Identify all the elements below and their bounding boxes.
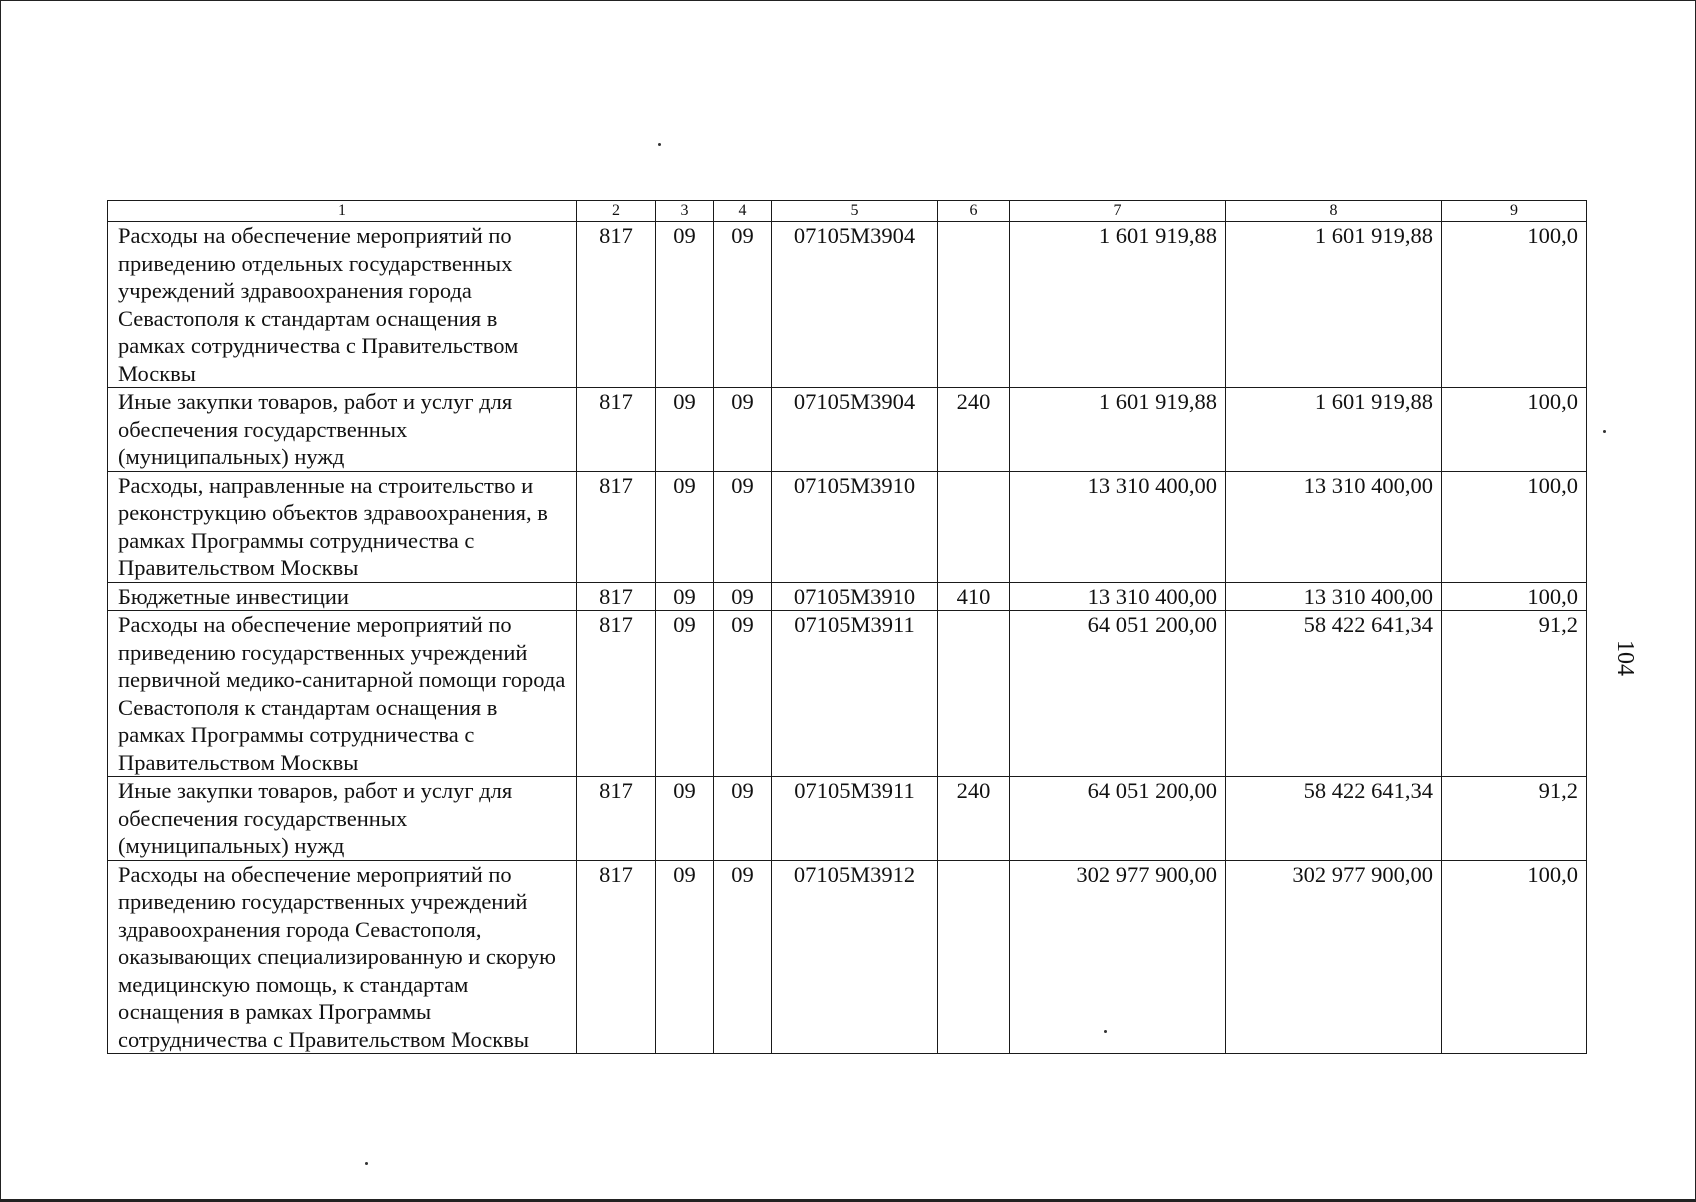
expense-name: Расходы на обеспечение мероприятий по приведению государственных учреждений первичной медико-санитарной помощи города Севастополя к стандартам оснащения в рамках Программы сотрудничества с Правительством Москвы (108, 611, 577, 777)
column-header: 9 (1442, 201, 1587, 222)
planned-amount: 1 601 919,88 (1010, 222, 1226, 388)
table-row (108, 582, 1587, 611)
execution-percent: 100,0 (1442, 471, 1587, 582)
subsection-code: 09 (714, 222, 772, 388)
execution-percent: 100,0 (1442, 860, 1587, 1054)
expense-type-code (938, 222, 1010, 388)
expense-type-code: 240 (938, 777, 1010, 861)
expense-name: Расходы на обеспечение мероприятий по приведению отдельных государственных учреждений здравоохранения города Севастополя к стандартам оснащения в рамках сотрудничества с Правительством Москвы (108, 222, 577, 388)
ministry-code: 817 (577, 777, 656, 861)
subsection-code: 09 (714, 777, 772, 861)
column-header: 5 (772, 201, 938, 222)
column-header: 4 (714, 201, 772, 222)
section-code: 09 (656, 611, 714, 777)
column-header: 7 (1010, 201, 1226, 222)
scan-speck (1104, 1030, 1107, 1033)
expense-name: Иные закупки товаров, работ и услуг для обеспечения государственных (муниципальных) нужд (108, 777, 577, 861)
table-row (108, 222, 1587, 388)
actual-amount: 13 310 400,00 (1226, 582, 1442, 611)
planned-amount: 13 310 400,00 (1010, 471, 1226, 582)
subsection-code: 09 (714, 582, 772, 611)
ministry-code: 817 (577, 222, 656, 388)
expense-name: Бюджетные инвестиции (108, 582, 577, 611)
expense-type-code (938, 611, 1010, 777)
subsection-code: 09 (714, 388, 772, 472)
subsection-code: 09 (714, 471, 772, 582)
column-header: 6 (938, 201, 1010, 222)
actual-amount: 58 422 641,34 (1226, 611, 1442, 777)
scan-speck (658, 143, 661, 146)
planned-amount: 64 051 200,00 (1010, 777, 1226, 861)
scan-speck (1603, 430, 1606, 433)
column-header: 8 (1226, 201, 1442, 222)
actual-amount: 1 601 919,88 (1226, 388, 1442, 472)
execution-percent: 91,2 (1442, 611, 1587, 777)
expense-type-code (938, 471, 1010, 582)
execution-percent: 100,0 (1442, 582, 1587, 611)
section-code: 09 (656, 388, 714, 472)
page-number: 104 (1612, 640, 1638, 676)
planned-amount: 13 310 400,00 (1010, 582, 1226, 611)
ministry-code: 817 (577, 582, 656, 611)
budget-table (107, 200, 1587, 1054)
section-code: 09 (656, 860, 714, 1054)
expense-type-code: 410 (938, 582, 1010, 611)
table-row (108, 777, 1587, 861)
actual-amount: 302 977 900,00 (1226, 860, 1442, 1054)
target-article-code: 07105М3904 (772, 388, 938, 472)
actual-amount: 1 601 919,88 (1226, 222, 1442, 388)
ministry-code: 817 (577, 388, 656, 472)
actual-amount: 13 310 400,00 (1226, 471, 1442, 582)
section-code: 09 (656, 222, 714, 388)
ministry-code: 817 (577, 471, 656, 582)
planned-amount: 1 601 919,88 (1010, 388, 1226, 472)
table-row (108, 471, 1587, 582)
section-code: 09 (656, 777, 714, 861)
table-row (108, 388, 1587, 472)
table-row (108, 860, 1587, 1054)
scan-speck (365, 1162, 368, 1165)
actual-amount: 58 422 641,34 (1226, 777, 1442, 861)
header-row (108, 201, 1587, 222)
target-article-code: 07105М3910 (772, 471, 938, 582)
expense-type-code: 240 (938, 388, 1010, 472)
column-header: 3 (656, 201, 714, 222)
planned-amount: 64 051 200,00 (1010, 611, 1226, 777)
target-article-code: 07105М3910 (772, 582, 938, 611)
execution-percent: 91,2 (1442, 777, 1587, 861)
target-article-code: 07105М3912 (772, 860, 938, 1054)
target-article-code: 07105М3904 (772, 222, 938, 388)
subsection-code: 09 (714, 611, 772, 777)
expense-name: Иные закупки товаров, работ и услуг для обеспечения государственных (муниципальных) нужд (108, 388, 577, 472)
ministry-code: 817 (577, 860, 656, 1054)
column-header: 1 (108, 201, 577, 222)
planned-amount: 302 977 900,00 (1010, 860, 1226, 1054)
execution-percent: 100,0 (1442, 388, 1587, 472)
target-article-code: 07105М3911 (772, 777, 938, 861)
subsection-code: 09 (714, 860, 772, 1054)
expense-name: Расходы на обеспечение мероприятий по приведению государственных учреждений здравоохранения города Севастополя, оказывающих специализированную и скорую медицинскую помощь, к стандартам оснащения в рамках Программы сотрудничества с Правительством Москвы (108, 860, 577, 1054)
table-row (108, 611, 1587, 777)
column-header: 2 (577, 201, 656, 222)
ministry-code: 817 (577, 611, 656, 777)
execution-percent: 100,0 (1442, 222, 1587, 388)
section-code: 09 (656, 471, 714, 582)
target-article-code: 07105М3911 (772, 611, 938, 777)
expense-name: Расходы, направленные на строительство и реконструкцию объектов здравоохранения, в рамках Программы сотрудничества с Правительством Москвы (108, 471, 577, 582)
section-code: 09 (656, 582, 714, 611)
expense-type-code (938, 860, 1010, 1054)
